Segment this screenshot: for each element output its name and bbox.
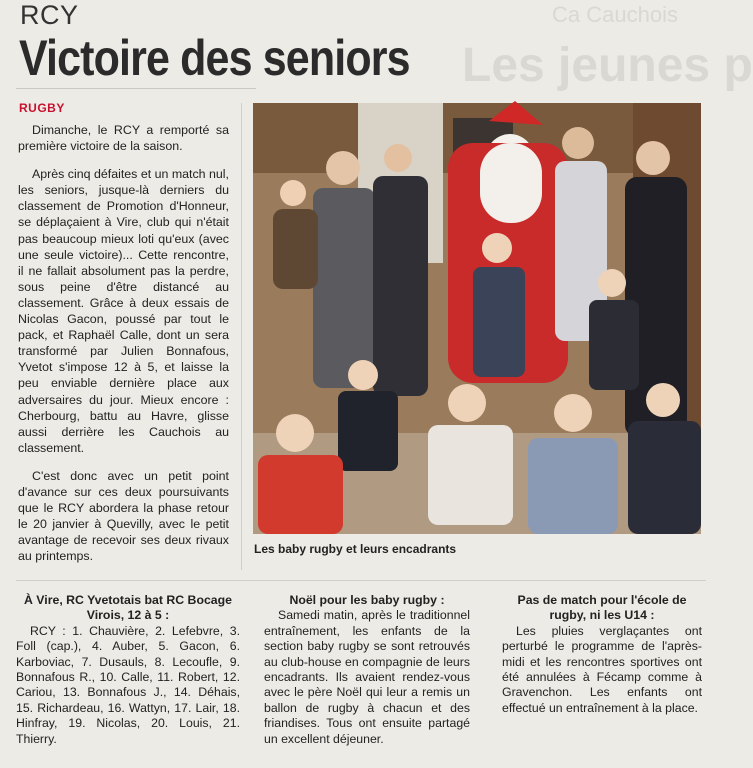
box-body: RCY : 1. Chauvière, 2. Lefebvre, 3. Foll (cap.), 4. Auber, 5. Gacon, 6. Karboviac, 7. Dusauls, 8. Lecoufle, 9. Bonnafous R., 10. Calle, 11. Robert, 12. Cariou, 13. Bonnafous J., 14. Déhais, 15. Richardeau, 16. Wattyn, 17. Lair, 18. Hinfray, 19. Nicolas, 20. Louis, 21. Thierry. <box>16 623 240 746</box>
header-divider <box>16 88 256 89</box>
team-photo <box>253 103 701 534</box>
match-result-box <box>16 593 240 747</box>
photo-illustration <box>253 103 701 534</box>
main-article-body <box>18 122 229 576</box>
school-rugby-box <box>502 593 702 716</box>
headline: Victoire des seniors <box>19 30 410 86</box>
article-paragraph: Après cinq défaites et un match nul, les seniors, jusque-là derniers du classement de Promotion d'Honneur, se déplaçaient à Vire, club qui n'était pas beaucoup mieux loti qu'eux (avec une seule victoire)... Cette rencontre, il ne fallait absolument pas la perdre, sous peine d'être distancé au classement. Grâce à deux essais de Nicolas Gacon, poussé par tout le pack, et Raphaël Calle, dont un sera transformé par Julien Bonnafous, Yvetot s'impose 12 à 5, et laisse la peu enviable dernière place aux adversaires du jour. Mieux encore : Cherbourg, battu au Havre, glisse aussi derrière les Cauchois au classement. <box>18 167 229 455</box>
bottom-divider <box>16 580 706 581</box>
box-body: Samedi matin, après le traditionnel entraînement, les enfants de la section baby rugby se sont retrouvés au club-house en compagnie de leurs encadrants. Ils avaient rendez-vous avec le père Noël qui leur a remis un ballon de rugby à chacun et des friandises. Tous ont ensuite partagé un excellent déjeuner. <box>264 608 470 746</box>
box-title: Noël pour les baby rugby : <box>289 593 445 607</box>
neighbor-headline: Les jeunes p <box>462 39 753 92</box>
kicker: RCY <box>20 0 79 30</box>
photo-caption: Les baby rugby et leurs encadrants <box>254 542 457 556</box>
article-paragraph: Dimanche, le RCY a remporté sa première victoire de la saison. <box>18 123 229 154</box>
section-label: RUGBY <box>19 101 65 115</box>
neighboring-article-ghost <box>422 0 753 96</box>
article-paragraph: C'est donc avec un petit point d'avance sur ces deux poursuivants que le RCY abordera la phase retour le 20 janvier à Quevilly, avec le petit avantage de recevoir ses deux rivaux au printemps. <box>18 468 229 564</box>
box-title: À Vire, RC Yvetotais bat RC Bocage Virois, 12 à 5 : <box>24 593 232 623</box>
box-title: Pas de match pour l'école de rugby, ni les U14 : <box>517 593 687 623</box>
column-divider <box>241 103 242 570</box>
baby-rugby-box <box>264 593 470 747</box>
box-body: Les pluies verglaçantes ont perturbé le programme de l'après-midi et les rencontres sportives ont été annulées à Fécamp comme à Gravenchon. Les enfants ont effectué un entraînement à la place. <box>502 623 702 715</box>
neighbor-kicker: Ca Cauchois <box>552 2 678 27</box>
